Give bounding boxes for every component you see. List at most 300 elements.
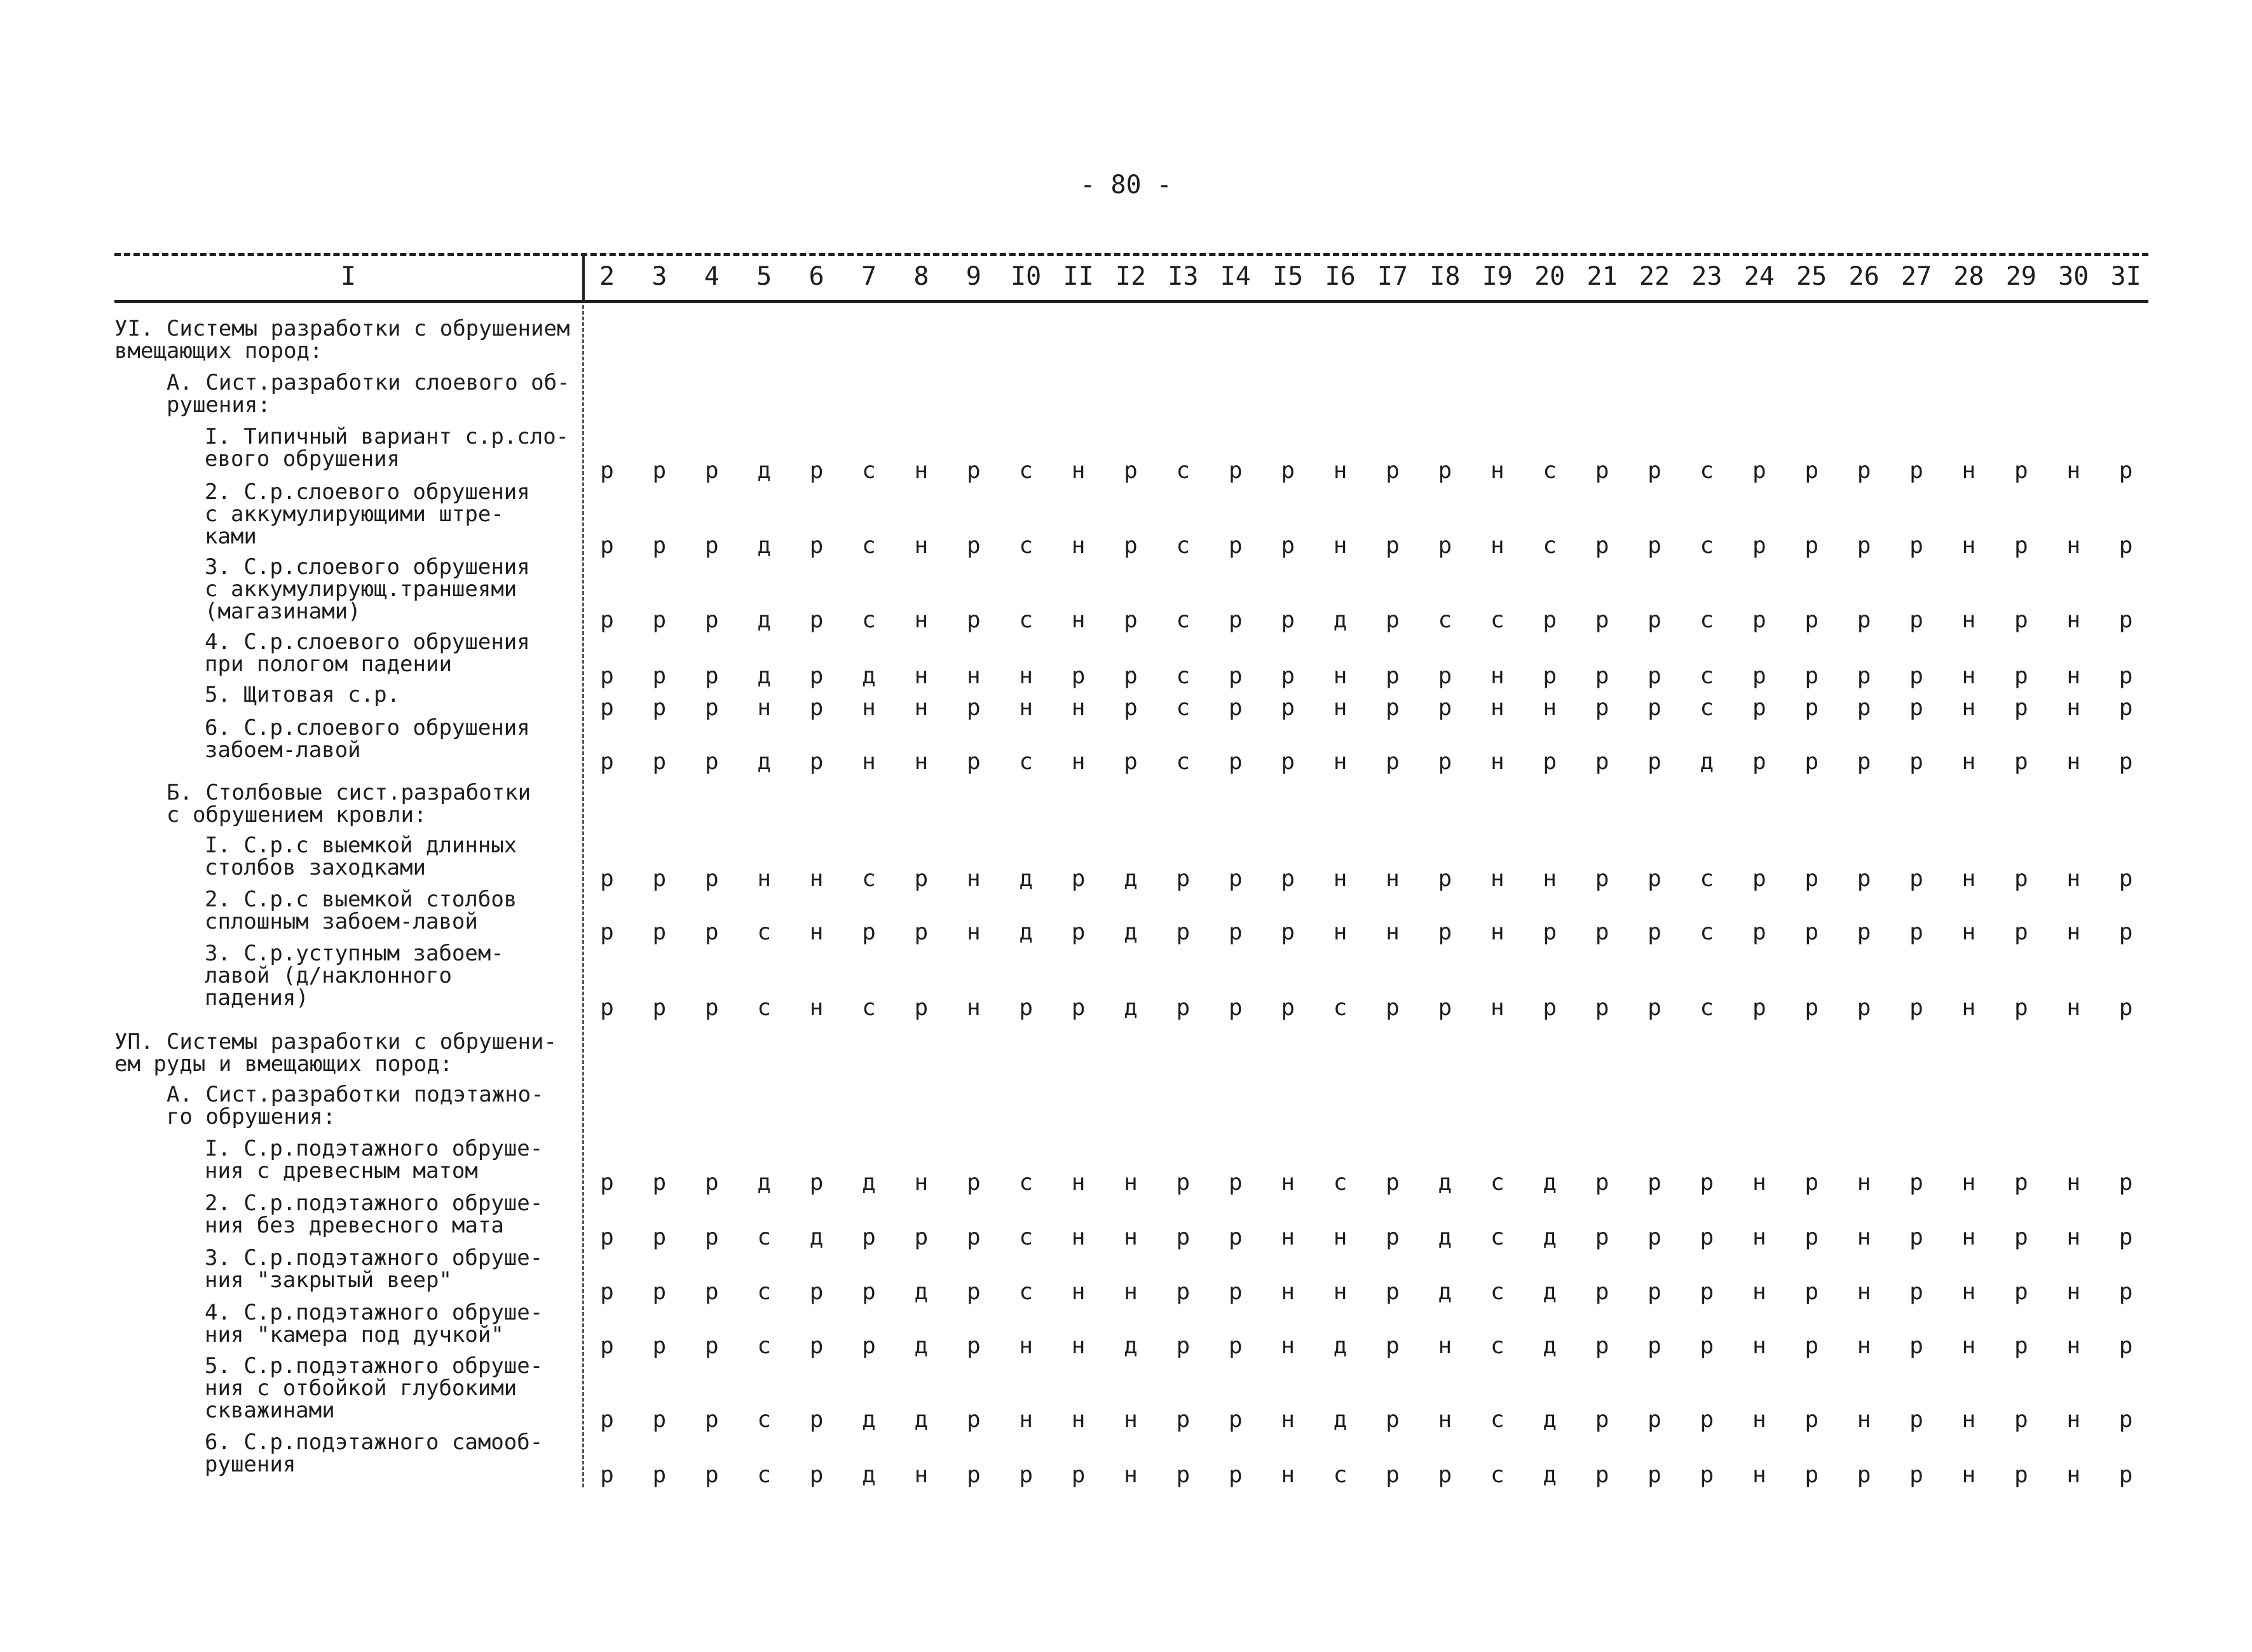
table-cell: р: [1595, 695, 1609, 721]
table-cell: р: [1700, 1462, 1714, 1488]
table-cell: р: [2014, 1407, 2028, 1433]
table-cell: с: [1019, 458, 1034, 484]
table-cell: с: [862, 607, 876, 633]
table-cell: р: [1281, 533, 1295, 559]
table-cell: р: [1857, 695, 1871, 721]
table-cell: н: [1962, 1333, 1976, 1359]
table-cell: р: [966, 1224, 981, 1250]
table-cell: р: [809, 458, 824, 484]
table-cell: д: [862, 1462, 876, 1488]
table-cell: р: [1595, 1462, 1609, 1488]
table-cell: с: [1019, 1170, 1034, 1196]
header-col: 29: [2005, 262, 2037, 291]
table-cell: р: [809, 1279, 824, 1305]
table-cell: н: [1962, 663, 1976, 689]
table-cell: р: [1176, 1407, 1191, 1433]
table-cell: д: [1543, 1462, 1557, 1488]
table-cell: р: [2119, 919, 2133, 945]
page-number: - 80 -: [1080, 170, 1172, 200]
table-cell: н: [1071, 1279, 1086, 1305]
table-cell: р: [1176, 1279, 1191, 1305]
table-cell: д: [914, 1333, 929, 1359]
table-cell: н: [1962, 749, 1976, 775]
row-label: 3. С.р.подэтажного обруше- ния "закрытый веер": [205, 1245, 543, 1293]
table-cell: р: [2119, 663, 2133, 689]
table-cell: н: [1071, 533, 1086, 559]
table-cell: д: [1019, 919, 1034, 945]
table-cell: с: [1176, 533, 1191, 559]
header-col: 6: [809, 262, 824, 291]
table-cell: р: [914, 919, 929, 945]
table-cell: р: [1648, 663, 1662, 689]
table-cell: н: [1333, 749, 1348, 775]
table-cell: н: [1333, 1279, 1348, 1305]
table-cell: р: [1909, 866, 1923, 892]
table-cell: р: [2119, 458, 2133, 484]
table-cell: р: [1648, 1333, 1662, 1359]
table-cell: д: [914, 1279, 929, 1305]
table-cell: с: [1019, 1224, 1034, 1250]
table-cell: д: [1019, 866, 1034, 892]
header-col: II: [1063, 262, 1094, 291]
table-cell: н: [1490, 866, 1505, 892]
table-cell: н: [2066, 1279, 2081, 1305]
table-cell: н: [1071, 1333, 1086, 1359]
table-cell: р: [1752, 995, 1766, 1021]
table-cell: р: [704, 607, 719, 633]
table-cell: д: [1543, 1170, 1557, 1196]
table-cell: н: [1857, 1170, 1871, 1196]
row-label: Б. Столбовые сист.разработки с обрушением кровли:: [167, 780, 531, 828]
table-cell: н: [914, 607, 929, 633]
table-cell: н: [1333, 663, 1348, 689]
table-cell: р: [600, 607, 614, 633]
table-cell: с: [1543, 458, 1557, 484]
table-cell: с: [1176, 695, 1191, 721]
table-cell: р: [1386, 695, 1400, 721]
header-first-col: I: [340, 262, 357, 291]
header-col: 3: [652, 262, 667, 291]
table-cell: н: [1962, 995, 1976, 1021]
table-cell: н: [914, 1462, 929, 1488]
header-col: I3: [1168, 262, 1199, 291]
table-cell: р: [1071, 919, 1086, 945]
row-label: УП. Системы разработки с обрушени- ем руды и вмещающих пород:: [114, 1029, 557, 1077]
table-cell: н: [1124, 1462, 1138, 1488]
table-cell: н: [1752, 1170, 1766, 1196]
table-cell: н: [1962, 607, 1976, 633]
table-cell: р: [1595, 1333, 1609, 1359]
table-cell: р: [1228, 749, 1243, 775]
table-header-rule: [114, 300, 2148, 303]
table-cell: н: [2066, 458, 2081, 484]
table-cell: р: [2119, 607, 2133, 633]
table-cell: н: [2066, 1462, 2081, 1488]
table-cell: р: [966, 458, 981, 484]
table-cell: н: [1962, 1170, 1976, 1196]
table-cell: д: [1124, 1333, 1138, 1359]
header-col: I7: [1377, 262, 1409, 291]
table-cell: р: [1909, 1279, 1923, 1305]
table-cell: р: [2119, 695, 2133, 721]
row-label: 5. С.р.подэтажного обруше- ния с отбойкой глубокими скважинами: [205, 1353, 543, 1423]
header-col: 26: [1848, 262, 1880, 291]
table-cell: р: [704, 458, 719, 484]
table-cell: с: [757, 1224, 772, 1250]
table-cell: р: [1648, 458, 1662, 484]
table-cell: р: [1648, 1279, 1662, 1305]
table-cell: н: [757, 866, 772, 892]
table-cell: р: [2014, 919, 2028, 945]
table-cell: р: [2014, 749, 2028, 775]
row-label: 5. Щитовая с.р.: [205, 682, 400, 707]
table-cell: н: [1857, 1333, 1871, 1359]
table-cell: р: [1438, 695, 1452, 721]
table-cell: с: [1019, 1279, 1034, 1305]
table-cell: н: [966, 866, 981, 892]
table-cell: р: [1124, 663, 1138, 689]
table-cell: д: [1438, 1170, 1452, 1196]
table-cell: н: [1962, 919, 1976, 945]
table-cell: с: [1700, 919, 1714, 945]
table-cell: р: [914, 1224, 929, 1250]
table-cell: н: [966, 663, 981, 689]
table-cell: р: [1124, 533, 1138, 559]
table-cell: р: [1595, 919, 1609, 945]
header-col: 23: [1691, 262, 1723, 291]
table-cell: р: [1805, 458, 1819, 484]
table-cell: р: [1438, 458, 1452, 484]
header-col: 3I: [2110, 262, 2141, 291]
table-cell: р: [1386, 1224, 1400, 1250]
table-cell: н: [1071, 695, 1086, 721]
table-cell: р: [1228, 607, 1243, 633]
table-cell: н: [1490, 663, 1505, 689]
table-cell: р: [914, 866, 929, 892]
table-cell: с: [1490, 1333, 1505, 1359]
table-cell: н: [1333, 458, 1348, 484]
table-cell: с: [757, 1333, 772, 1359]
table-cell: р: [1909, 695, 1923, 721]
table-cell: р: [1805, 695, 1819, 721]
table-cell: р: [652, 919, 667, 945]
table-cell: н: [1490, 533, 1505, 559]
table-cell: н: [1752, 1407, 1766, 1433]
table-cell: р: [1648, 607, 1662, 633]
table-cell: р: [704, 1279, 719, 1305]
table-cell: р: [1438, 749, 1452, 775]
table-cell: р: [1438, 919, 1452, 945]
table-cell: н: [1386, 919, 1400, 945]
table-cell: р: [1543, 663, 1557, 689]
table-cell: н: [2066, 663, 2081, 689]
table-cell: р: [1805, 1333, 1819, 1359]
table-cell: р: [600, 1224, 614, 1250]
table-cell: р: [2014, 533, 2028, 559]
header-col: I9: [1482, 262, 1513, 291]
table-cell: р: [1228, 995, 1243, 1021]
table-top-rule: [114, 253, 2148, 256]
row-label: 2. С.р.слоевого обрушения с аккумулирующими штре- ками: [205, 479, 530, 549]
table-cell: р: [1228, 1333, 1243, 1359]
table-cell: р: [1386, 1407, 1400, 1433]
table-cell: с: [1019, 607, 1034, 633]
row-label: А. Сист.разработки слоевого об- рушения:: [167, 370, 570, 418]
table-cell: р: [704, 995, 719, 1021]
table-cell: н: [914, 749, 929, 775]
table-cell: д: [809, 1224, 824, 1250]
table-cell: н: [2066, 866, 2081, 892]
table-cell: р: [1805, 1462, 1819, 1488]
table-cell: р: [1909, 749, 1923, 775]
table-cell: р: [652, 866, 667, 892]
row-label: А. Сист.разработки подэтажно- го обрушения:: [167, 1082, 544, 1130]
table-cell: р: [1857, 458, 1871, 484]
table-cell: н: [1543, 695, 1557, 721]
table-cell: н: [914, 1170, 929, 1196]
table-cell: р: [652, 607, 667, 633]
table-cell: н: [1019, 1407, 1034, 1433]
table-cell: н: [1490, 919, 1505, 945]
table-cell: р: [1124, 749, 1138, 775]
table-cell: р: [2014, 458, 2028, 484]
table-cell: с: [757, 995, 772, 1021]
table-cell: р: [2119, 1462, 2133, 1488]
table-cell: р: [1857, 533, 1871, 559]
table-cell: р: [2119, 1407, 2133, 1433]
row-label: 6. С.р.слоевого обрушения забоем-лавой: [205, 715, 530, 763]
table-cell: с: [1490, 1407, 1505, 1433]
table-cell: р: [1228, 1170, 1243, 1196]
table-cell: р: [1909, 995, 1923, 1021]
table-cell: р: [1752, 663, 1766, 689]
table-cell: с: [1543, 533, 1557, 559]
header-col: 4: [704, 262, 720, 291]
table-cell: р: [966, 749, 981, 775]
table-cell: с: [1490, 607, 1505, 633]
table-cell: р: [1176, 1462, 1191, 1488]
table-cell: р: [1909, 533, 1923, 559]
table-cell: с: [1490, 1170, 1505, 1196]
table-cell: р: [1071, 663, 1086, 689]
table-cell: с: [1700, 458, 1714, 484]
table-cell: н: [1333, 1224, 1348, 1250]
table-cell: н: [1962, 866, 1976, 892]
table-cell: р: [652, 1170, 667, 1196]
table-cell: р: [966, 695, 981, 721]
table-cell: р: [704, 866, 719, 892]
table-cell: д: [1438, 1279, 1452, 1305]
table-cell: р: [1805, 1224, 1819, 1250]
header-col: 30: [2058, 262, 2089, 291]
table-cell: р: [2119, 1170, 2133, 1196]
table-cell: р: [1124, 695, 1138, 721]
table-cell: р: [966, 1333, 981, 1359]
table-cell: д: [862, 1407, 876, 1433]
table-cell: р: [652, 663, 667, 689]
table-cell: р: [966, 1170, 981, 1196]
table-cell: р: [600, 1333, 614, 1359]
table-cell: р: [2119, 1224, 2133, 1250]
row-label: УI. Системы разработки с обрушением вмещающих пород:: [114, 316, 570, 364]
table-cell: н: [1124, 1407, 1138, 1433]
table-cell: н: [1333, 533, 1348, 559]
table-cell: р: [1909, 1224, 1923, 1250]
table-cell: р: [1228, 1224, 1243, 1250]
row-label: 4. С.р.слоевого обрушения при пологом падении: [205, 629, 530, 677]
table-cell: н: [1019, 663, 1034, 689]
table-cell: н: [1124, 1224, 1138, 1250]
header-col: 22: [1639, 262, 1670, 291]
table-cell: н: [914, 533, 929, 559]
table-cell: р: [966, 607, 981, 633]
table-cell: р: [2119, 1279, 2133, 1305]
table-cell: р: [809, 1333, 824, 1359]
table-cell: с: [1700, 533, 1714, 559]
table-cell: р: [2014, 1279, 2028, 1305]
table-cell: р: [600, 749, 614, 775]
table-cell: р: [1857, 919, 1871, 945]
table-cell: н: [1071, 1224, 1086, 1250]
table-cell: р: [1805, 533, 1819, 559]
table-cell: р: [600, 995, 614, 1021]
row-label: I. С.р.подэтажного обруше- ния с древесным матом: [205, 1136, 543, 1184]
table-cell: н: [1490, 995, 1505, 1021]
table-cell: с: [1490, 1224, 1505, 1250]
table-cell: д: [757, 607, 772, 633]
table-cell: р: [1595, 749, 1609, 775]
table-cell: д: [757, 749, 772, 775]
table-cell: р: [1648, 695, 1662, 721]
header-col: I5: [1273, 262, 1304, 291]
table-cell: р: [1281, 749, 1295, 775]
table-cell: д: [1543, 1407, 1557, 1433]
table-cell: р: [1228, 1407, 1243, 1433]
table-cell: с: [1490, 1279, 1505, 1305]
table-cell: р: [1228, 695, 1243, 721]
table-cell: с: [757, 1407, 772, 1433]
table-cell: р: [600, 919, 614, 945]
table-cell: н: [1281, 1279, 1295, 1305]
table-cell: р: [1700, 1333, 1714, 1359]
table-cell: н: [1962, 458, 1976, 484]
table-cell: с: [862, 458, 876, 484]
table-cell: с: [1176, 607, 1191, 633]
table-cell: р: [1595, 866, 1609, 892]
table-cell: р: [2014, 995, 2028, 1021]
table-cell: р: [809, 533, 824, 559]
table-cell: н: [862, 749, 876, 775]
table-cell: р: [1228, 1462, 1243, 1488]
table-cell: р: [1386, 1170, 1400, 1196]
table-cell: р: [1648, 995, 1662, 1021]
header-col: 21: [1587, 262, 1618, 291]
table-cell: д: [862, 1170, 876, 1196]
header-col: 9: [966, 262, 981, 291]
table-cell: р: [1752, 607, 1766, 633]
table-cell: н: [1962, 1279, 1976, 1305]
table-cell: н: [1124, 1279, 1138, 1305]
table-cell: р: [1228, 458, 1243, 484]
table-cell: н: [1071, 607, 1086, 633]
table-cell: р: [862, 1279, 876, 1305]
row-label: I. Типичный вариант с.р.сло- евого обрушения: [205, 424, 570, 472]
table-cell: р: [1857, 866, 1871, 892]
table-cell: р: [652, 533, 667, 559]
table-cell: р: [1438, 663, 1452, 689]
table-cell: р: [2014, 1333, 2028, 1359]
header-col: 8: [913, 262, 929, 291]
table-cell: р: [1857, 607, 1871, 633]
table-cell: р: [600, 1407, 614, 1433]
table-cell: р: [1543, 607, 1557, 633]
table-cell: н: [1438, 1333, 1452, 1359]
table-cell: р: [2119, 533, 2133, 559]
table-cell: н: [1752, 1279, 1766, 1305]
table-cell: с: [1333, 995, 1348, 1021]
table-cell: н: [966, 919, 981, 945]
table-cell: д: [1333, 1407, 1348, 1433]
table-cell: р: [652, 1224, 667, 1250]
table-cell: с: [1019, 533, 1034, 559]
table-cell: р: [1281, 995, 1295, 1021]
table-cell: с: [862, 533, 876, 559]
header-col: 27: [1901, 262, 1932, 291]
table-cell: н: [2066, 749, 2081, 775]
table-cell: р: [1909, 1333, 1923, 1359]
table-cell: р: [1386, 1279, 1400, 1305]
header-col: 25: [1796, 262, 1827, 291]
table-cell: р: [1438, 995, 1452, 1021]
table-cell: р: [1386, 749, 1400, 775]
header-col: 5: [756, 262, 772, 291]
table-cell: р: [1124, 607, 1138, 633]
table-cell: р: [1700, 1224, 1714, 1250]
table-cell: р: [704, 1333, 719, 1359]
table-cell: р: [2119, 749, 2133, 775]
table-cell: н: [1962, 533, 1976, 559]
table-cell: н: [1962, 1407, 1976, 1433]
table-cell: н: [1071, 1170, 1086, 1196]
table-cell: с: [1700, 663, 1714, 689]
table-cell: н: [809, 919, 824, 945]
table-cell: н: [914, 458, 929, 484]
table-cell: р: [600, 458, 614, 484]
table-cell: р: [1700, 1279, 1714, 1305]
table-cell: д: [1124, 866, 1138, 892]
table-cell: с: [757, 1462, 772, 1488]
table-cell: р: [1124, 458, 1138, 484]
table-cell: р: [1438, 533, 1452, 559]
table-cell: н: [1490, 749, 1505, 775]
table-cell: н: [1019, 1333, 1034, 1359]
table-cell: р: [652, 1279, 667, 1305]
table-cell: н: [1333, 919, 1348, 945]
table-cell: р: [1595, 533, 1609, 559]
table-cell: д: [1700, 749, 1714, 775]
table-cell: р: [966, 533, 981, 559]
table-cell: р: [2014, 607, 2028, 633]
table-cell: н: [2066, 1333, 2081, 1359]
table-cell: р: [600, 1462, 614, 1488]
table-cell: н: [1752, 1224, 1766, 1250]
table-cell: р: [1386, 607, 1400, 633]
table-cell: р: [652, 1333, 667, 1359]
table-cell: р: [1909, 663, 1923, 689]
table-cell: н: [1071, 458, 1086, 484]
table-cell: р: [809, 1407, 824, 1433]
table-cell: д: [757, 1170, 772, 1196]
